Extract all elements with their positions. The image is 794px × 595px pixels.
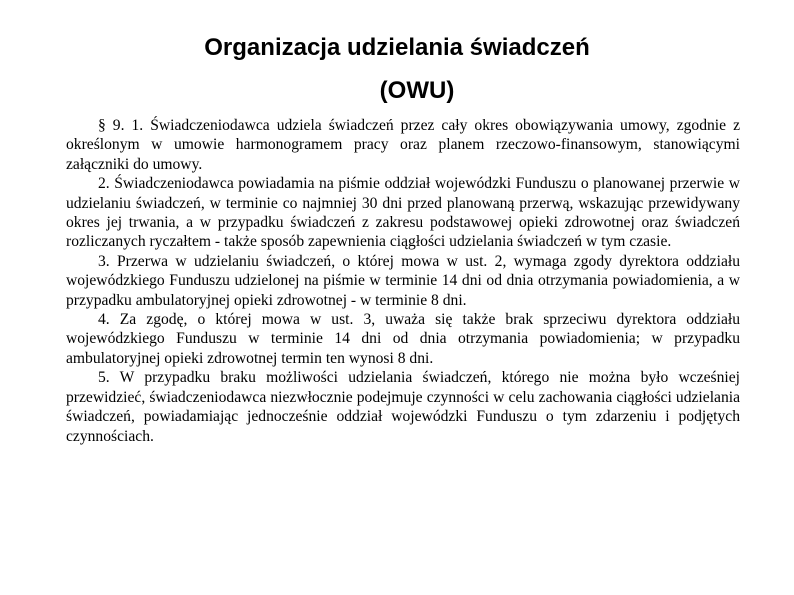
paragraph-5: 5. W przypadku braku możliwości udzielania świadczeń, którego nie można było wcześniej przewidzieć, świadczeniodawca niezwłocznie podejmuje czynności w celu zachowania ciągłości udzielania świadczeń, powiadamiając jednocześnie oddział wojewódzki Funduszu o tym zdarzeniu i podjętych czynnościach. xyxy=(66,369,740,445)
slide-subtitle: (OWU) xyxy=(379,77,455,104)
paragraph-1: § 9. 1. Świadczeniodawca udziela świadczeń przez cały okres obowiązywania umowy, zgodnie z określonym w umowie harmonogramem pracy oraz planem rzeczowo-finansowym, stanowiącymi załączniki do umowy. xyxy=(66,117,740,173)
paragraph-4: 4. Za zgodę, o której mowa w ust. 3, uważa się także brak sprzeciwu dyrektora oddziału wojewódzkiego Funduszu w terminie 14 dni od dnia otrzymania powiadomienia; w przypadku ambulatoryjnej opieki zdrowotnej termin ten wynosi 8 dni. xyxy=(66,311,740,367)
paragraph-2: 2. Świadczeniodawca powiadamia na piśmie oddział wojewódzki Funduszu o planowanej przerwie w udzielaniu świadczeń, w terminie co najmniej 30 dni przed planowaną przerwą, wskazując przewidywany okres jej trwania, a w przypadku świadczeń z zakresu podstawowej opieki zdrowotnej oraz świadczeń rozliczanych ryczałtem - także sposób zapewnienia ciągłości udzielania świadczeń w tym czasie. xyxy=(66,175,740,251)
paragraph-3: 3. Przerwa w udzielaniu świadczeń, o której mowa w ust. 2, wymaga zgody dyrektora oddziału wojewódzkiego Funduszu udzielonej na piśmie w terminie 14 dni od dnia otrzymania powiadomienia, a w przypadku ambulatoryjnej opieki zdrowotnej - w terminie 8 dni. xyxy=(66,252,740,309)
slide-title: Organizacja udzielania świadczeń xyxy=(204,34,590,61)
regulation-text xyxy=(66,116,740,446)
